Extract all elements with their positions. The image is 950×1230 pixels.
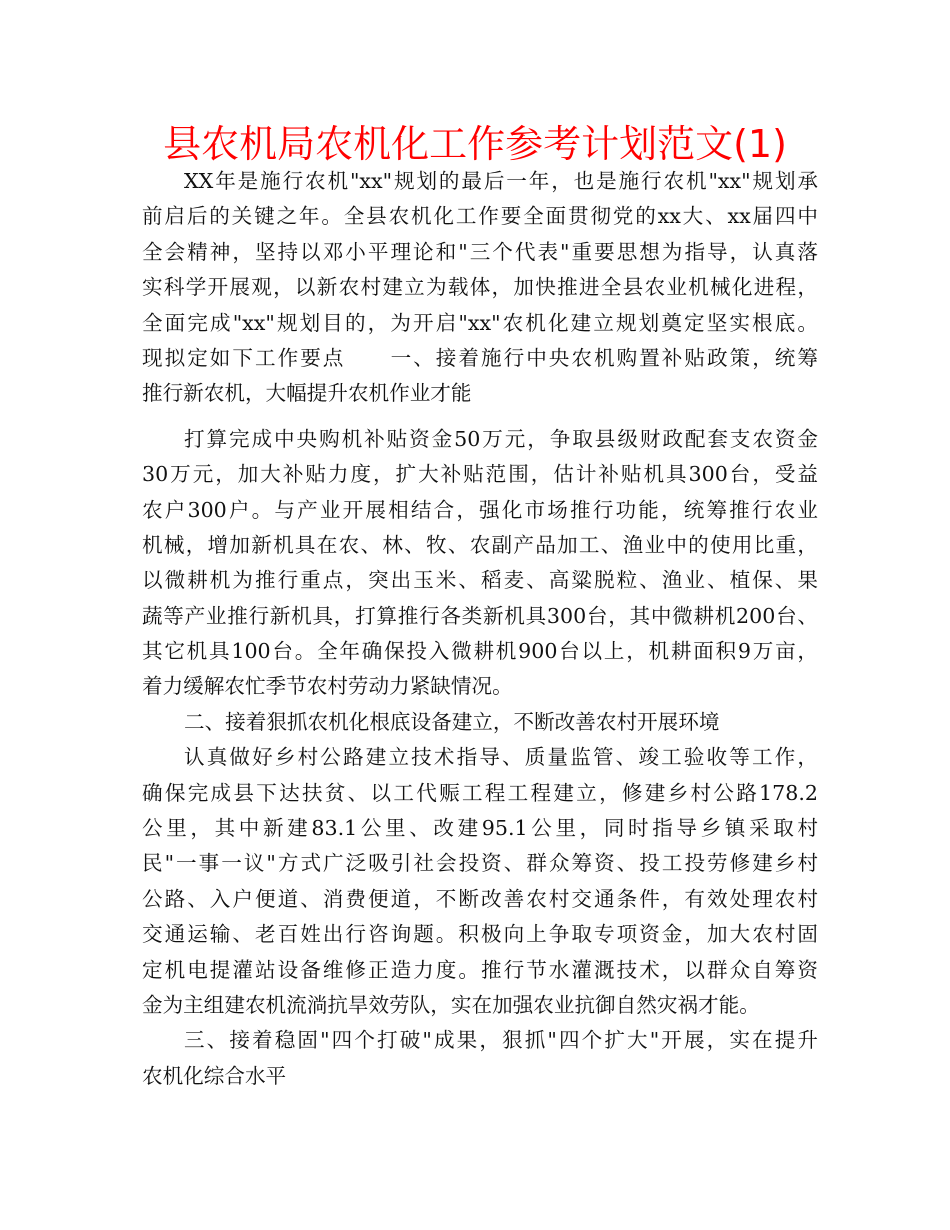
paragraph-infrastructure — [142, 740, 818, 1023]
text-line: 认真做好乡村公路建立技术指导、质量监管、竣工验收等工作， — [184, 745, 818, 770]
text-line: 现拟定如下工作要点 一、接着施行中央农机购置补贴政策，统筹 — [142, 345, 818, 370]
text-line: 30万元，加大补贴力度，扩大补贴范围，估计补贴机具300台，受益 — [142, 462, 818, 487]
text-line: 公里，其中新建83.1公里、改建95.1公里，同时指导乡镇采取村 — [142, 816, 818, 841]
section-heading-3 — [142, 1023, 818, 1094]
text-line: 全会精神，坚持以邓小平理论和"三个代表"重要思想为指导，认真落 — [142, 239, 818, 264]
text-line: 确保完成县下达扶贫、以工代赈工程工程建立，修建乡村公路178.2 — [142, 780, 818, 805]
text-line: 前启后的关键之年。全县农机化工作要全面贯彻党的xx大、xx届四中 — [142, 204, 818, 229]
text-line: 农机化综合水平 — [142, 1063, 287, 1088]
text-line: 民"一事一议"方式广泛吸引社会投资、群众筹资、投工投劳修建乡村 — [142, 851, 818, 876]
document-title: 县农机局农机化工作参考计划范文(1) — [163, 122, 787, 166]
text-line: 交通运输、老百姓出行咨询题。积极向上争取专项资金，加大农村固 — [142, 922, 818, 947]
text-line: 机械，增加新机具在农、林、牧、农副产品加工、渔业中的使用比重， — [142, 532, 818, 557]
text-line: 以微耕机为推行重点，突出玉米、稻麦、高粱脱粒、渔业、植保、果 — [142, 568, 818, 593]
text-line: 金为主组建农机流淌抗旱效劳队，实在加强农业抗御自然灾祸才能。 — [142, 992, 760, 1017]
text-line: 其它机具100台。全年确保投入微耕机900台以上，机耕面积9万亩， — [142, 639, 818, 664]
text-line: 二、接着狠抓农机化根底设备建立，不断改善农村开展环境 — [184, 709, 720, 734]
text-line: 蔬等产业推行新机具，打算推行各类新机具300台，其中微耕机200台、 — [142, 603, 818, 628]
text-line: 农户300户。与产业开展相结合，强化市场推行功能，统筹推行农业 — [142, 497, 818, 522]
document-body — [142, 164, 818, 1094]
text-line: 三、接着稳固"四个打破"成果，狠抓"四个扩大"开展，实在提升 — [184, 1028, 818, 1053]
section-heading-2 — [142, 705, 818, 740]
paragraph-intro — [142, 164, 818, 412]
text-line: 定机电提灌站设备维修正造力度。推行节水灌溉技术，以群众自筹资 — [142, 957, 818, 982]
paragraph-gap — [142, 412, 818, 422]
text-line: XX年是施行农机"xx"规划的最后一年，也是施行农机"xx"规划承 — [184, 169, 818, 193]
text-line: 全面完成"xx"规划目的，为开启"xx"农机化建立规划奠定坚实根底。 — [142, 310, 818, 335]
text-line: 打算完成中央购机补贴资金50万元，争取县级财政配套支农资金 — [184, 426, 818, 451]
text-line: 推行新农机，大幅提升农机作业才能 — [142, 381, 472, 406]
paragraph-subsidy — [142, 422, 818, 705]
text-line: 实科学开展观，以新农村建立为载体，加快推进全县农业机械化进程， — [142, 275, 818, 300]
text-line: 着力缓解农忙季节农村劳动力紧缺情况。 — [142, 674, 513, 699]
text-line: 公路、入户便道、消费便道，不断改善农村交通条件，有效处理农村 — [142, 886, 818, 911]
